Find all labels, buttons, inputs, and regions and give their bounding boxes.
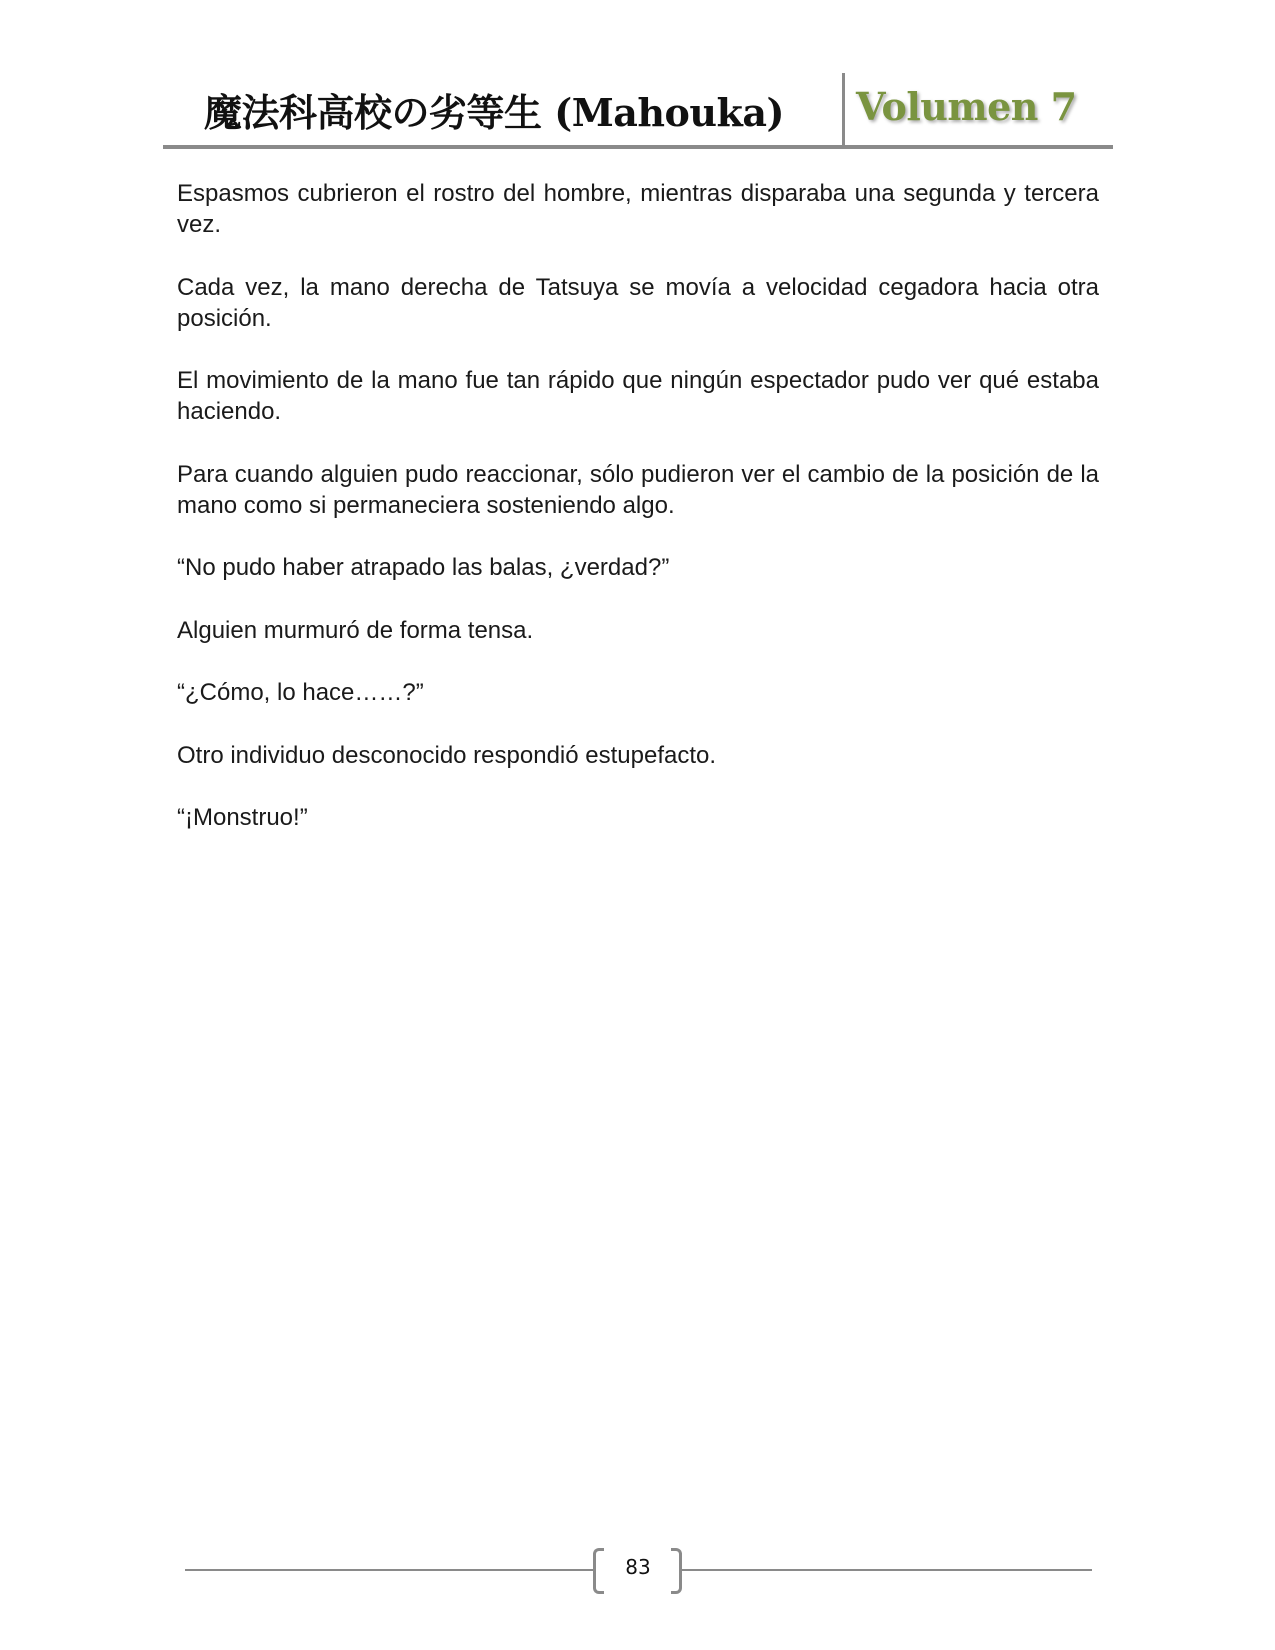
page-bracket-left xyxy=(593,1548,604,1594)
page-number: 83 xyxy=(625,1555,651,1579)
paragraph: “No pudo haber atrapado las balas, ¿verdad?” xyxy=(177,554,670,582)
paragraph: “¡Monstruo!” xyxy=(177,803,308,831)
page-body xyxy=(177,178,1099,864)
footer-rule-right xyxy=(682,1569,1092,1571)
paragraph: Alguien murmuró de forma tensa. xyxy=(177,616,534,644)
book-title: 魔法科高校の劣等生 (Mahouka) xyxy=(204,90,784,135)
paragraph: Cada vez, la mano derecha de Tatsuya se movía a velocidad cegadora hacia otra posición. xyxy=(177,273,1099,332)
footer-rule-left xyxy=(185,1569,593,1571)
volume-label: Volumen 7 xyxy=(856,84,1077,129)
header-divider xyxy=(842,73,845,148)
paragraph: Espasmos cubrieron el rostro del hombre, mientras disparaba una segunda y tercera vez. xyxy=(177,180,1099,239)
paragraph: “¿Cómo, lo hace……?” xyxy=(177,679,424,707)
paragraph: Otro individuo desconocido respondió estupefacto. xyxy=(177,741,717,769)
paragraph: El movimiento de la mano fue tan rápido que ningún espectador pudo ver qué estaba haciendo. xyxy=(177,367,1099,426)
page-bracket-right xyxy=(671,1548,682,1594)
header-rule xyxy=(163,145,1113,149)
paragraph: Para cuando alguien pudo reaccionar, sólo pudieron ver el cambio de la posición de la mano como si permaneciera sosteniendo algo. xyxy=(177,460,1099,519)
